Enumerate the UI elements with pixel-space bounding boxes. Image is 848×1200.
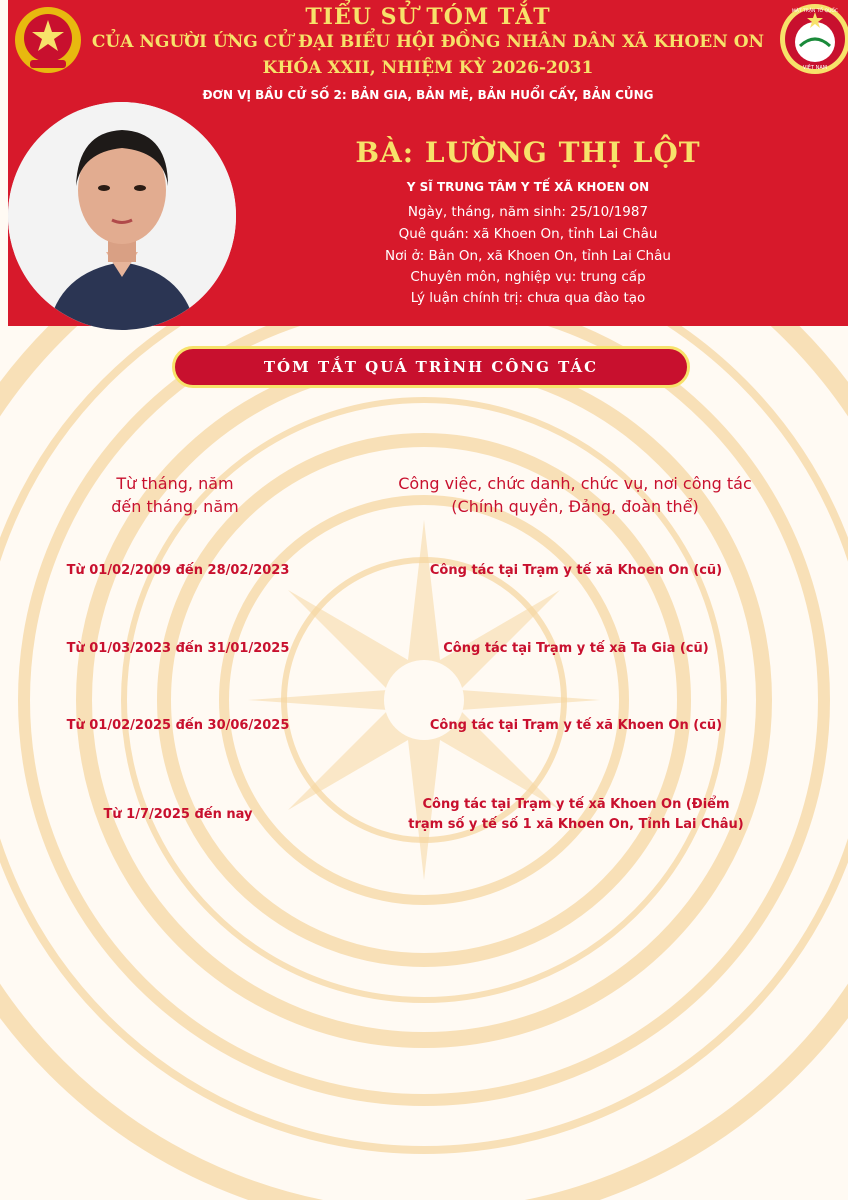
doc-term: KHÓA XXII, NHIỆM KỲ 2026-2031 [262, 58, 594, 78]
column-header-period-line2: đến tháng, năm [111, 497, 239, 516]
section-title-banner [172, 346, 690, 388]
emblem-text-top: MẶT TRẬN TỔ QUỐC [791, 9, 839, 14]
row-work-line1: Công tác tại Trạm y tế xã Khoen On (Điểm [422, 797, 730, 812]
hometown: Quê quán: xã Khoen On, tỉnh Lai Châu [398, 226, 658, 242]
row-work: Công tác tại Trạm y tế xã Ta Gia (cũ) [443, 641, 709, 656]
row-work [400, 795, 752, 835]
row-period: Từ 01/02/2025 đến 30/06/2025 [66, 718, 290, 733]
electoral-unit: ĐƠN VỊ BẦU CỬ SỐ 2: BẢN GIA, BẢN MÈ, BẢN HUỔI CẤY, BẢN CỦNG [202, 88, 654, 102]
doc-subtitle: CỦA NGƯỜI ỨNG CỬ ĐẠI BIỂU HỘI ĐỒNG NHÂN DÂN XÃ KHOEN ON [91, 32, 765, 52]
column-header-period-line1: Từ tháng, năm [116, 474, 234, 493]
column-header-period [60, 472, 290, 518]
column-header-work [370, 472, 780, 518]
birth-date: Ngày, tháng, năm sinh: 25/10/1987 [407, 204, 649, 220]
row-work: Công tác tại Trạm y tế xã Khoen On (cũ) [429, 718, 723, 733]
professional-level: Chuyên môn, nghiệp vụ: trung cấp [410, 269, 646, 285]
doc-title: TIỂU SỬ TÓM TẮT [305, 4, 551, 30]
emblem-text-bottom: VIỆT NAM [802, 65, 828, 71]
row-period: Từ 01/02/2009 đến 28/02/2023 [66, 563, 290, 578]
national-emblem-icon [12, 4, 84, 76]
section-title: TÓM TẮT QUÁ TRÌNH CÔNG TÁC [263, 358, 599, 376]
candidate-position: Y SĨ TRUNG TÂM Y TẾ XÃ KHOEN ON [406, 180, 650, 194]
bronze-drum-background [0, 326, 848, 1200]
candidate-name: BÀ: LƯỜNG THỊ LỘT [355, 136, 701, 169]
row-period: Từ 1/7/2025 đến nay [103, 807, 253, 822]
residence: Nơi ở: Bản On, xã Khoen On, tỉnh Lai Châu [385, 248, 671, 264]
row-work: Công tác tại Trạm y tế xã Khoen On (cũ) [429, 563, 723, 578]
column-header-work-line1: Công việc, chức danh, chức vụ, nơi công tác [398, 474, 752, 493]
header-banner [8, 0, 848, 326]
fatherland-front-emblem-icon [778, 2, 848, 76]
row-work-line2: trạm số y tế số 1 xã Khoen On, Tỉnh Lai Châu) [408, 817, 744, 832]
political-theory: Lý luận chính trị: chưa qua đào tạo [410, 290, 646, 306]
row-period: Từ 01/03/2023 đến 31/01/2025 [66, 641, 290, 656]
candidate-photo [8, 102, 236, 330]
column-header-work-line2: (Chính quyền, Đảng, đoàn thể) [451, 497, 699, 516]
